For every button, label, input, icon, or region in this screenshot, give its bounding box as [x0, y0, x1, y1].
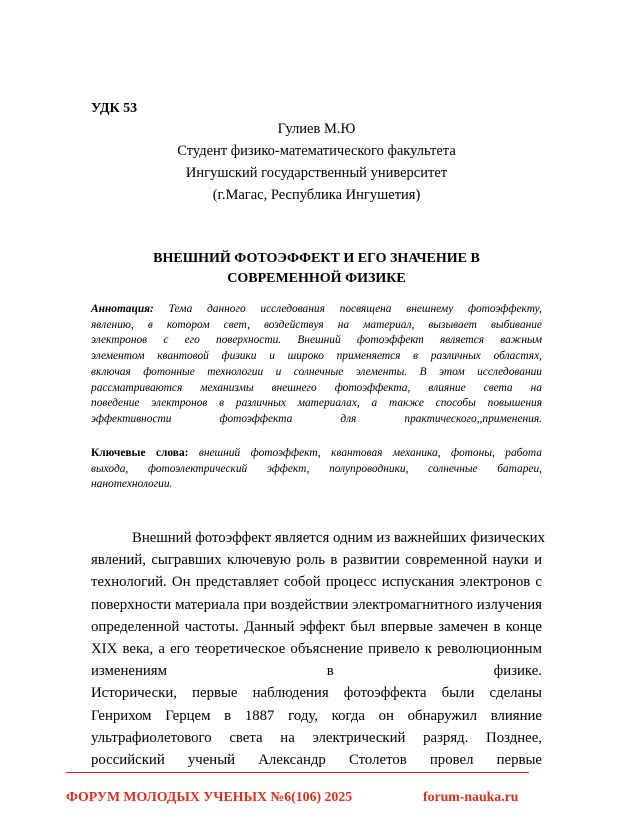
title-line: ВНЕШНИЙ ФОТОЭФФЕКТ И ЕГО ЗНАЧЕНИЕ В	[153, 251, 480, 266]
body-line: российский ученый Александр Столетов провел первые	[91, 752, 542, 769]
keywords-line: нанотехнологии.	[91, 478, 173, 491]
abstract-line: поведение электронов в различных материалах, а также способы повышения	[91, 397, 542, 410]
body-line: явлений, сыгравших ключевую роль в развитии современной науки и	[91, 552, 542, 569]
abstract-line: рассматриваются механизмы внешнего фотоэффекта, влияние света на	[91, 381, 542, 394]
udk-code: УДК 53	[91, 101, 138, 116]
footer-divider	[66, 772, 529, 773]
footer-website[interactable]: forum-nauka.ru	[423, 789, 519, 804]
abstract-line: включая фотонные технологии и солнечные элементы. В этом исследовании	[91, 365, 542, 378]
abstract-line	[91, 302, 542, 318]
body-line: XIX века, а его теоретическое объяснение привело к революционным	[91, 641, 542, 658]
body-line: изменениям в физике.	[91, 663, 542, 680]
keywords-line: выхода, фотоэлектрический эффект, полупроводники, солнечные батареи,	[91, 462, 542, 475]
body-line: Генрихом Герцем в 1887 году, когда он обнаружил влияние	[91, 707, 542, 724]
keywords	[91, 446, 542, 493]
body-line: технологий. Он представляет собой процесс испускания электронов с	[91, 574, 542, 591]
body-line: ультрафиолетового света на электрический разряд. Позднее,	[91, 729, 542, 746]
abstract	[91, 302, 542, 428]
abstract-line: элементом квантовой физики и широко применяется в различных областях,	[91, 350, 542, 363]
abstract-line: электронов с его поверхности. Внешний фотоэффект является важным	[91, 334, 542, 347]
footer-journal: ФОРУМ МОЛОДЫХ УЧЕНЫХ №6(106) 2025	[66, 789, 353, 804]
author-university: Ингушский государственный университет	[185, 165, 448, 181]
author-name: Гулиев М.Ю	[277, 121, 356, 137]
keywords-label: Ключевые слова:	[91, 447, 189, 459]
article-title	[91, 249, 542, 289]
abstract-line-text: Тема данного исследования посвящена внешнему фотоэффекту,	[168, 303, 542, 315]
abstract-line: эффективности фотоэффекта для практического,,применения.	[91, 412, 542, 425]
keywords-line-text: внешний фотоэффект, квантовая механика, фотоны, работа	[198, 447, 542, 459]
keywords-line	[91, 446, 542, 462]
body-line: определенной частоты. Данный эффект был впервые замечен в конце	[91, 618, 542, 635]
author-block	[91, 118, 542, 206]
body-line: Исторически, первые наблюдения фотоэффекта были сделаны	[91, 685, 542, 702]
title-line: СОВРЕМЕННОЙ ФИЗИКЕ	[227, 271, 406, 286]
abstract-line: явлению, в котором свет, воздействуя на материал, вызывает выбивание	[91, 318, 542, 331]
body-line: поверхности материала при воздействии электромагнитного излучения	[91, 596, 542, 613]
article-body	[91, 527, 545, 771]
author-position: Студент физико-математического факультета	[177, 143, 456, 159]
abstract-label: Аннотация:	[91, 303, 154, 315]
author-location: (г.Магас, Республика Ингушетия)	[212, 187, 421, 203]
body-line: Внешний фотоэффект является одним из важнейших физических	[132, 530, 545, 546]
